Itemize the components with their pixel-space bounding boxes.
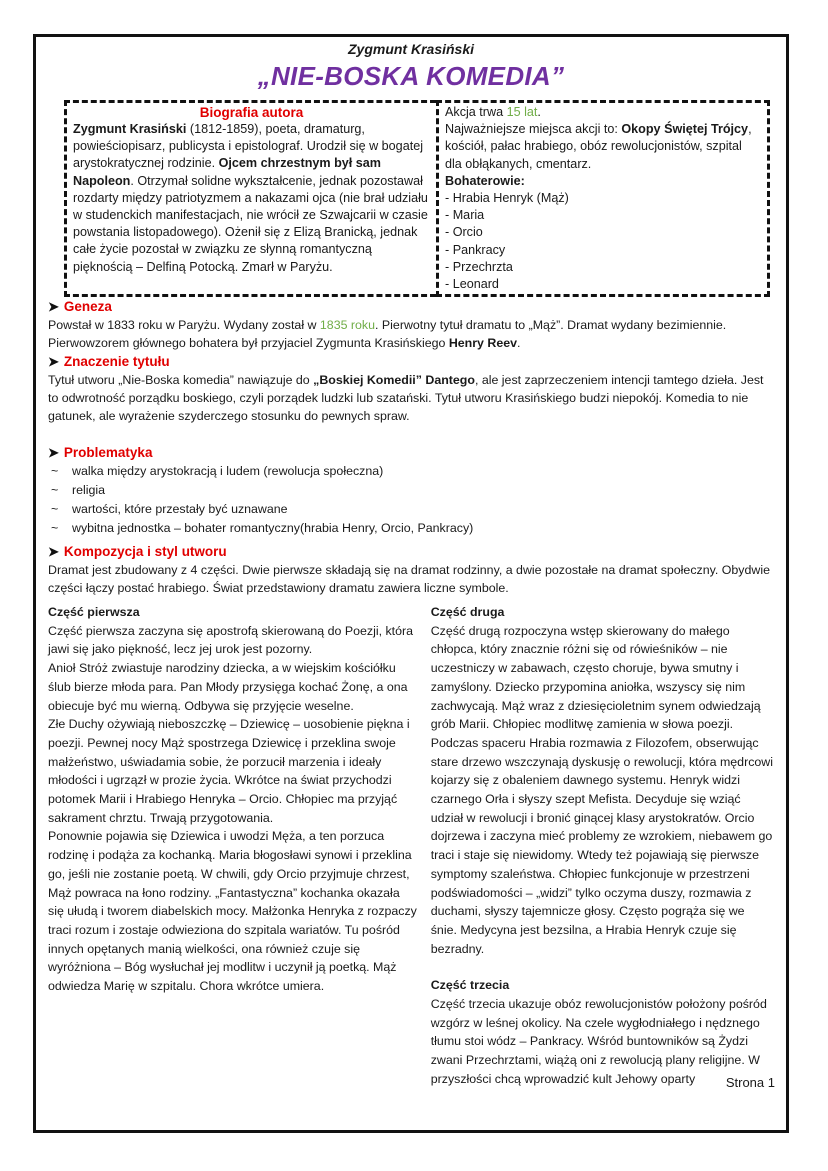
text: . Pierwotny tytuł dramatu to „Mąż”. Dramat wydany bezimiennie. Pierwowzorem głównego bohatera był przyjaciel Zygmunta Krasińskiego bbox=[48, 318, 727, 350]
section-kompozycja bbox=[48, 543, 774, 597]
section-heading: Kompozycja i styl utworu bbox=[63, 544, 227, 559]
bold-reference: „Boskiej Komedii” Dantego bbox=[313, 373, 475, 387]
character-item: - Leonard bbox=[445, 277, 499, 292]
character-item: - Przechrzta bbox=[445, 259, 513, 274]
arrow-bullet-icon: ➤ bbox=[48, 445, 59, 460]
list-item bbox=[48, 519, 774, 538]
character-item: - Maria bbox=[445, 208, 485, 223]
biography-box bbox=[64, 100, 436, 297]
part-paragraph: Część trzecia ukazuje obóz rewolucjonistów położony pośród wzgórz w leśnej okolicy. Na czele wygłodniałego i nędznego tłumu stoi wódz – Pankracy. Wśród buntowników są Żydzi zwani Przechrztami, wiążą oni z rewolucją plany religijne. W przyszłości chcą wprowadzić kult Jehowy oparty bbox=[430, 997, 767, 1086]
places-prefix: Najważniejsze miejsca akcji to: bbox=[445, 122, 622, 137]
highlight-year: 1835 roku bbox=[319, 318, 376, 332]
duration-value: 15 lat bbox=[506, 105, 538, 119]
section-problematyka bbox=[48, 444, 774, 538]
page-number: Strona 1 bbox=[725, 1075, 775, 1090]
section-znaczenie-tytulu bbox=[48, 353, 774, 425]
part-two-three bbox=[431, 603, 774, 1089]
info-box bbox=[64, 100, 770, 297]
text: , ale jest zaprzeczeniem intencji tamtego dzieła. Jest to odwrotność porządku boskiego, czyli porządek ludzki lub szatański. Tytuł utworu Krasińskiego budzi niepokój. Komedia to nie gatunek, ale wyrażenie szyderczego stosunku do pewnych spraw. bbox=[48, 373, 764, 423]
part-paragraph: Część pierwsza zaczyna się apostrofą skierowaną do Poezji, która jawi się jako piękność, lecz jej urok jest pozorny. bbox=[48, 623, 414, 657]
part-one bbox=[48, 603, 419, 1089]
bio-bold-2: Ojcem chrzestnym był sam Napoleon bbox=[73, 156, 381, 188]
tilde-bullet-icon: ~ bbox=[51, 502, 59, 516]
duration-line bbox=[445, 104, 761, 121]
bold-name: Henry Reev bbox=[448, 336, 518, 350]
section-geneza bbox=[48, 298, 774, 352]
part-paragraph: Złe Duchy ożywiają nieboszczkę – Dziewicę – uosobienie piękna i poezji. Pewnej nocy Mąż spostrzega Dziewicę i przeklina swoje małżeństwo, uświadamia sobie, że porzucił marzenia i ideały młodości i ugrzązł w prozie życia. Wkrótce na świat przychodzi potomek Marii i Hrabiego Henryka – Orcio. Chłopiec ma przyjąć sakrament chrztu. Trwają przygotowania. bbox=[48, 717, 410, 825]
biography-text bbox=[73, 121, 430, 276]
character-item: - Hrabia Henryk (Mąż) bbox=[445, 191, 569, 206]
places-line bbox=[445, 121, 761, 173]
author-bold: Zygmunt Krasiński bbox=[73, 122, 187, 136]
arrow-bullet-icon: ➤ bbox=[48, 354, 59, 369]
list-item bbox=[48, 500, 774, 519]
section-heading: Problematyka bbox=[63, 445, 153, 460]
section-text: Dramat jest zbudowany z 4 części. Dwie pierwsze składają się na dramat rodzinny, a dwie pozostałe na dramat społeczny. Obydwie części łączy postać hrabiego. Świat przedstawiony dramatu zawiera liczne symbole. bbox=[48, 563, 770, 595]
section-text bbox=[48, 371, 774, 425]
details-box bbox=[436, 100, 770, 297]
document-page bbox=[33, 34, 789, 1133]
author-name: Zygmunt Krasiński bbox=[347, 41, 475, 57]
text: Powstał w 1833 roku w Paryżu. Wydany został w bbox=[48, 318, 320, 332]
part-paragraph: Ponownie pojawia się Dziewica i uwodzi Męża, a ten porzuca rodzinę i podąża za kochanką. Maria błogosławi synowi i przeklina go, jeśli nie zostanie poetą. W chwili, gdy Orcio przyjmuje chrzest, Mąż powraca na łono rodziny. „Fantastyczna” kochanka okazała się ułudą i tworem diabelskich mocy. Małżonka Henryka z rozpaczy traci rozum i zostaje odwieziona do szpitala wariatów. Tu pośród innych opętanych manią wielkości, ona również czuje się wyróżniona – Bóg wysłuchał jej modlitw i uczynił ją poetką. Mąż odwiedza Marię w szpitalu. Chora wkrótce umiera. bbox=[48, 829, 417, 994]
problem-list bbox=[48, 462, 774, 538]
document-title: „NIE-BOSKA KOMEDIA” bbox=[257, 61, 565, 91]
list-item-text: religia bbox=[72, 483, 106, 497]
list-item-text: wybitna jednostka – bohater romantyczny(hrabia Henry, Orcio, Pankracy) bbox=[72, 521, 474, 535]
part-paragraph: Anioł Stróż zwiastuje narodziny dziecka, a w wiejskim kościółku ślub bierze młoda para. Pan Młody przysięga kochać Żonę, a ona obiecuje być mu wierną. Odbywa się przyjęcie weselne. bbox=[48, 661, 408, 713]
text: . bbox=[517, 336, 521, 350]
tilde-bullet-icon: ~ bbox=[51, 464, 59, 478]
tilde-bullet-icon: ~ bbox=[51, 521, 59, 535]
section-heading: Znaczenie tytułu bbox=[63, 354, 170, 369]
duration-prefix: Akcja trwa bbox=[445, 105, 507, 119]
character-item: - Pankracy bbox=[445, 242, 506, 257]
text: Tytuł utworu „Nie-Boska komedia” nawiązuje do bbox=[48, 373, 314, 387]
places-rest: , kościół, pałac hrabiego, obóz rewolucjonistów, szpital dla obłąkanych, cmentarz. bbox=[445, 122, 752, 171]
arrow-bullet-icon: ➤ bbox=[48, 544, 59, 559]
part-paragraph: Część drugą rozpoczyna wstęp skierowany do małego chłopca, który znacznie różni się od rówieśników – nie uczestniczy w zabawach, często choruje, bywa smutny i zamyślony. Dziecko przypomina aniołka, wszyscy się nim zachwycają. Mąż wraz z dziesięcioletnim synem odwiedzają grób Marii. Chłopiec modlitwę zamienia w słowa poezji. Podczas spaceru Hrabia rozmawia z Filozofem, obserwując stare drzewo wszczynają dyskusję o rewolucji, która mędrcowi kojarzy się z obaleniem dawnego systemu. Henryk widzi czarnego Orła i słyszy szept Mefista. Decyduje się wziąć udział w rewolucji i bronić ginącej klasy arystokratów. Orcio dojrzewa i zaczyna mieć problemy ze wzrokiem, niebawem go traci i staje się niewidomy. Wtedy też pojawiają się pierwsze symptomy szaleństwa. Chłopiec funkcjonuje w przestrzeni podświadomości – „widzi” tylko oczyma duszy, rozmawia z duchami, słyszy tajemnicze głosy. Często pogrąża się we śnie. Medycyna jest bezsilna, a Hrabia Henryk czuje się bezradny. bbox=[430, 623, 773, 956]
biography-title: Biografia autora bbox=[199, 105, 304, 120]
list-item bbox=[48, 481, 774, 500]
bio-text-1: (1812-1859), poeta, dramaturg, powieściopisarz, publicysta i epistolograf. Urodził się w bogatej arystokratycznej rodzinie. bbox=[73, 122, 423, 171]
arrow-bullet-icon: ➤ bbox=[48, 299, 59, 314]
section-heading: Geneza bbox=[63, 299, 112, 314]
list-item bbox=[48, 462, 774, 481]
characters-label: Bohaterowie: bbox=[445, 173, 525, 188]
duration-suffix: . bbox=[537, 105, 541, 119]
character-item: - Orcio bbox=[445, 225, 483, 240]
list-item-text: walka między arystokracją i ludem (rewolucja społeczna) bbox=[72, 464, 384, 478]
part-heading: Część pierwsza bbox=[48, 605, 140, 619]
part-heading: Część druga bbox=[430, 605, 505, 619]
list-item-text: wartości, które przestały być uznawane bbox=[72, 502, 288, 516]
bio-text-2: . Otrzymał solidne wykształcenie, jednak pozostawał rozdarty między patriotyzmem a nakazami ojca (nie brał udziału w studenckich manifestacjach, nie wrócił ze Szwajcarii w czasie powstania listopadowego). Ożenił się z Elizą Branicką, jednak całe życie pozostał w związku ze słynną romantyczną pięknością – Delfiną Potocką. Zmarł w Paryżu. bbox=[73, 173, 428, 274]
parts-columns bbox=[48, 603, 774, 1089]
places-bold: Okopy Świętej Trójcy bbox=[621, 122, 749, 137]
tilde-bullet-icon: ~ bbox=[51, 483, 59, 497]
part-heading: Część trzecia bbox=[430, 978, 510, 993]
section-text bbox=[48, 316, 774, 352]
